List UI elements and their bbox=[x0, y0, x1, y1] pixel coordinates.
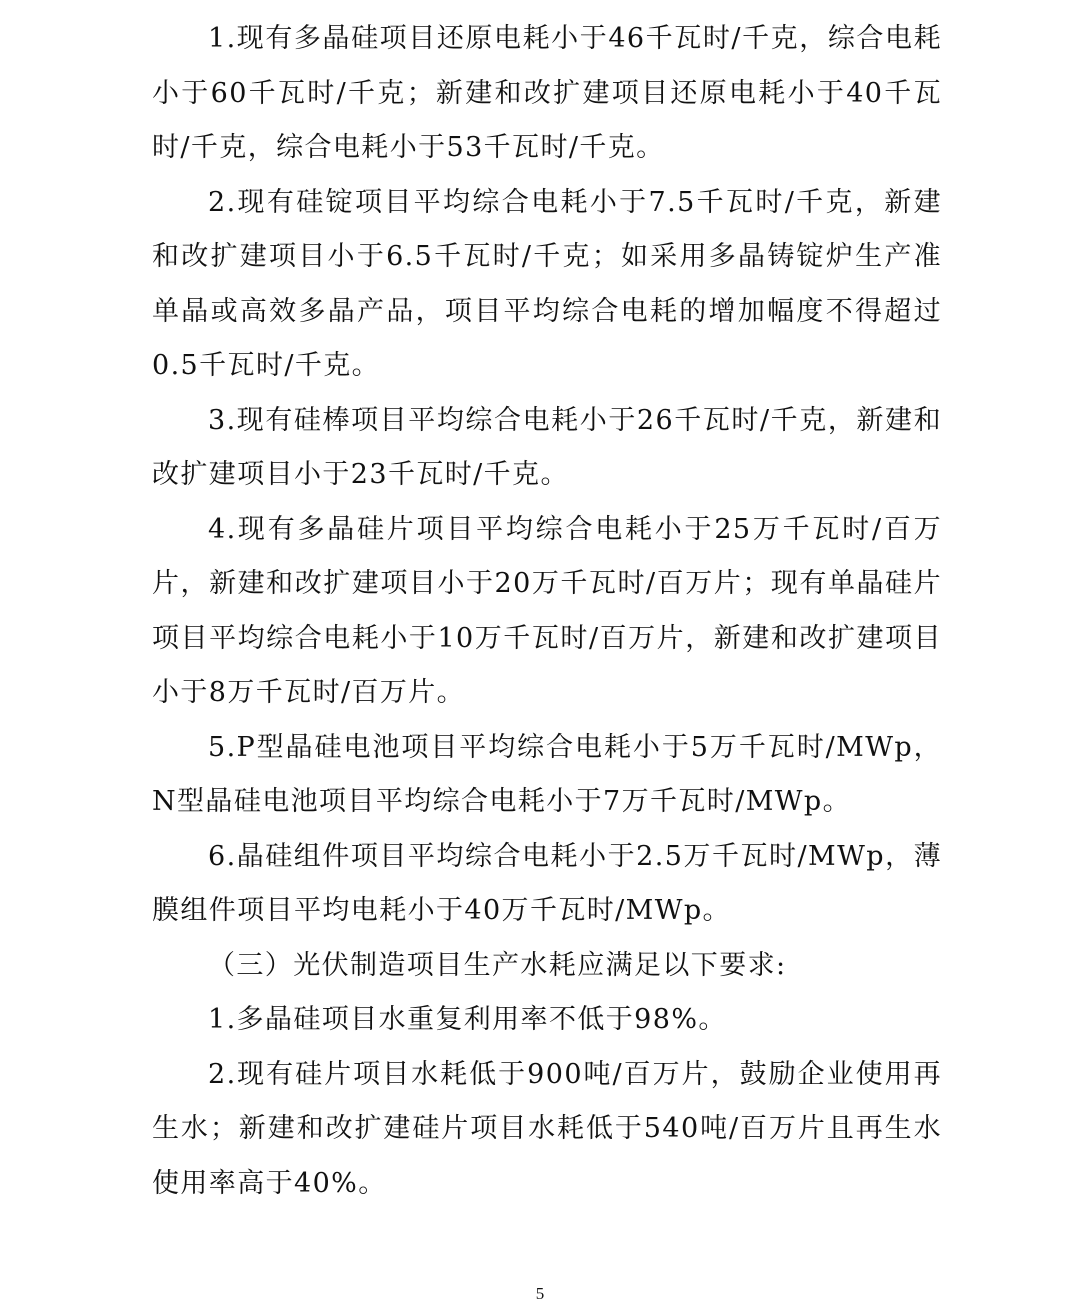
paragraph-wafer-power: 4.现有多晶硅片项目平均综合电耗小于25万千瓦时/百万片，新建和改扩建项目小于20万千瓦时/百万片；现有单晶硅片项目平均综合电耗小于10万千瓦时/百万片，新建和改扩建项目小于8万千瓦时/百万片。 bbox=[152, 513, 942, 708]
paragraph-rod-power: 3.现有硅棒项目平均综合电耗小于26千瓦时/千克，新建和改扩建项目小于23千瓦时/千克。 bbox=[152, 404, 942, 490]
paragraph-ingot-power: 2.现有硅锭项目平均综合电耗小于7.5千瓦时/千克，新建和改扩建项目小于6.5千瓦时/千克；如采用多晶铸锭炉生产准单晶或高效多晶产品，项目平均综合电耗的增加幅度不得超过0.5千瓦时/千克。 bbox=[152, 186, 942, 381]
document-body bbox=[152, 12, 942, 1211]
paragraph-module-power: 6.晶硅组件项目平均综合电耗小于2.5万千瓦时/MWp，薄膜组件项目平均电耗小于40万千瓦时/MWp。 bbox=[152, 840, 942, 926]
paragraph-polysilicon-water: 1.多晶硅项目水重复利用率不低于98%。 bbox=[208, 1004, 727, 1035]
paragraph-cell-power: 5.P型晶硅电池项目平均综合电耗小于5万千瓦时/MWp，N型晶硅电池项目平均综合电耗小于7万千瓦时/MWp。 bbox=[152, 731, 942, 817]
paragraph-wafer-water: 2.现有硅片项目水耗低于900吨/百万片，鼓励企业使用再生水；新建和改扩建硅片项目水耗低于540吨/百万片且再生水使用率高于40%。 bbox=[152, 1058, 942, 1199]
page-number: 5 bbox=[535, 1284, 545, 1303]
paragraph-polysilicon-power: 1.现有多晶硅项目还原电耗小于46千瓦时/千克，综合电耗小于60千瓦时/千克；新建和改扩建项目还原电耗小于40千瓦时/千克，综合电耗小于53千瓦时/千克。 bbox=[152, 23, 942, 163]
section-heading-water: （三）光伏制造项目生产水耗应满足以下要求: bbox=[208, 949, 787, 981]
